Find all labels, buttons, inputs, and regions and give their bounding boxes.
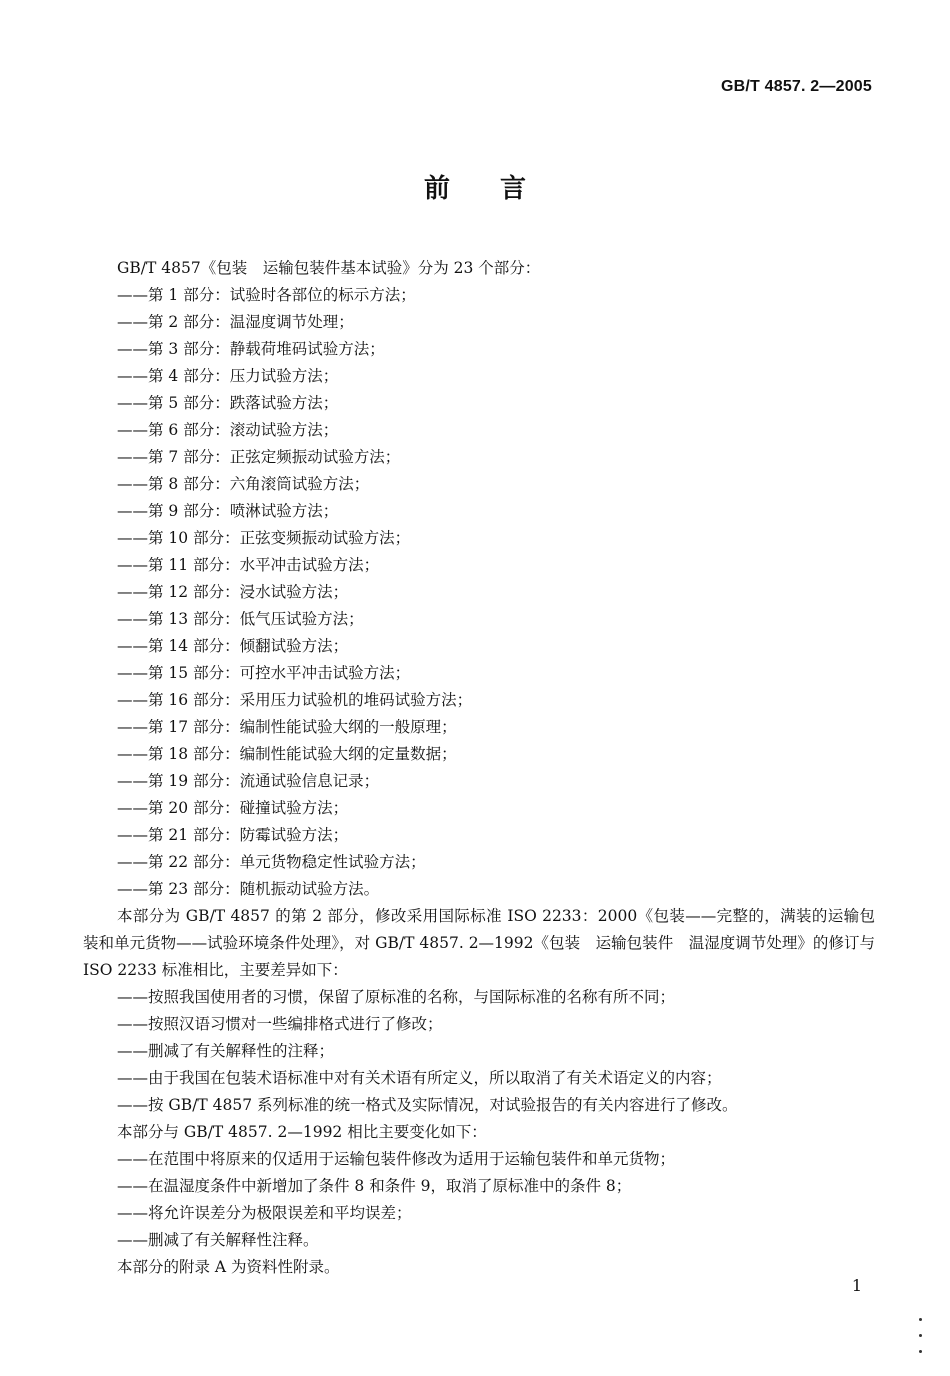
list-item: ——由于我国在包装术语标准中对有关术语有所定义，所以取消了有关术语定义的内容；	[117, 1069, 722, 1087]
page-number: 1	[851, 1276, 862, 1295]
list-item: ——删减了有关解释性注释。	[117, 1231, 319, 1249]
list-item: ——第 18 部分：编制性能试验大纲的定量数据；	[117, 745, 457, 763]
standard-code: GB/T 4857. 2—2005	[720, 78, 872, 95]
differences-list	[83, 984, 875, 1119]
page-title: 前言	[423, 174, 576, 204]
scan-mark	[919, 1350, 922, 1353]
scan-mark	[919, 1334, 922, 1337]
list-item: ——第 11 部分：水平冲击试验方法；	[117, 556, 380, 574]
list-item: ——第 19 部分：流通试验信息记录；	[117, 772, 380, 790]
list-item: ——第 7 部分：正弦定频振动试验方法；	[117, 448, 401, 466]
list-item: ——第 23 部分：随机振动试验方法。	[117, 880, 380, 898]
list-item: ——第 21 部分：防霉试验方法；	[117, 826, 349, 844]
parts-intro: GB/T 4857《包装 运输包装件基本试验》分为 23 个部分：	[117, 259, 541, 277]
list-item: ——第 10 部分：正弦变频振动试验方法；	[117, 529, 411, 547]
list-item: ——第 3 部分：静载荷堆码试验方法；	[117, 340, 385, 358]
list-item: ——第 6 部分：滚动试验方法；	[117, 421, 339, 439]
changes-intro: 本部分与 GB/T 4857. 2—1992 相比主要变化如下：	[117, 1123, 487, 1141]
list-item: ——第 2 部分：温湿度调节处理；	[117, 313, 354, 331]
list-item: ——第 17 部分：编制性能试验大纲的一般原理；	[117, 718, 457, 736]
list-item: ——在温湿度条件中新增加了条件 8 和条件 9，取消了原标准中的条件 8；	[117, 1177, 632, 1195]
list-item: ——在范围中将原来的仅适用于运输包装件修改为适用于运输包装件和单元货物；	[117, 1150, 676, 1168]
list-item: ——按 GB/T 4857 系列标准的统一格式及实际情况，对试验报告的有关内容进行了修改。	[117, 1096, 738, 1114]
list-item: ——按照我国使用者的习惯，保留了原标准的名称，与国际标准的名称有所不同；	[117, 988, 676, 1006]
list-item: ——将允许误差分为极限误差和平均误差；	[117, 1204, 412, 1222]
list-item: ——按照汉语习惯对一些编排格式进行了修改；	[117, 1015, 443, 1033]
list-item: ——第 1 部分：试验时各部位的标示方法；	[117, 286, 416, 304]
list-item: ——第 4 部分：压力试验方法；	[117, 367, 339, 385]
list-item: ——第 12 部分：浸水试验方法；	[117, 583, 349, 601]
changes-list	[83, 1146, 875, 1254]
list-item: ——第 22 部分：单元货物稳定性试验方法；	[117, 853, 426, 871]
list-item: ——第 9 部分：喷淋试验方法；	[117, 502, 339, 520]
list-item: ——第 15 部分：可控水平冲击试验方法；	[117, 664, 411, 682]
list-item: ——第 13 部分：低气压试验方法；	[117, 610, 364, 628]
annex-note: 本部分的附录 A 为资料性附录。	[117, 1258, 340, 1276]
foreword-body	[83, 255, 875, 1281]
parts-list	[83, 282, 875, 903]
adoption-paragraph: 本部分为 GB/T 4857 的第 2 部分，修改采用国际标准 ISO 2233：2000《包装——完整的，满装的运输包装和单元货物——试验环境条件处理》，对 GB/T 4857. 2—1992《包装 运输包装件 温湿度调节处理》的修订与 ISO 2233 标准相比，主要差异如下：	[83, 907, 875, 979]
list-item: ——第 16 部分：采用压力试验机的堆码试验方法；	[117, 691, 473, 709]
scan-mark	[919, 1318, 922, 1321]
list-item: ——第 8 部分：六角滚筒试验方法；	[117, 475, 370, 493]
list-item: ——第 14 部分：倾翻试验方法；	[117, 637, 349, 655]
list-item: ——第 5 部分：跌落试验方法；	[117, 394, 339, 412]
list-item: ——删减了有关解释性的注释；	[117, 1042, 335, 1060]
list-item: ——第 20 部分：碰撞试验方法；	[117, 799, 349, 817]
